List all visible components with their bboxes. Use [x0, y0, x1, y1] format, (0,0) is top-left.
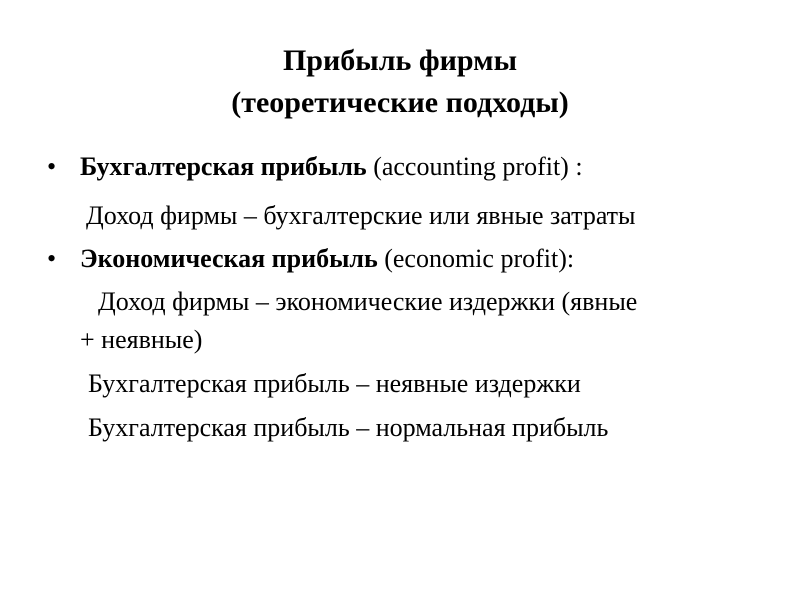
- title-line-1: Прибыль фирмы: [282, 44, 518, 77]
- definition-line-economic-2: + неявные): [80, 325, 203, 354]
- definition-line-normal: Бухгалтерская прибыль – нормальная прибыль: [88, 413, 609, 442]
- bullet-economic-profit: [80, 244, 574, 274]
- bullet-note: (economic profit):: [377, 244, 575, 273]
- bullet-marker-icon: •: [47, 152, 57, 181]
- slide-title: [0, 40, 800, 124]
- bullet-term: Экономическая прибыль: [80, 244, 378, 273]
- bullet-note: (accounting profit) :: [366, 152, 583, 181]
- definition-line-accounting: Доход фирмы – бухгалтерские или явные затраты: [86, 201, 636, 230]
- definition-line-implicit: Бухгалтерская прибыль – неявные издержки: [88, 369, 581, 398]
- bullet-marker-icon: •: [47, 244, 57, 273]
- title-line-2: (теоретические подходы): [231, 86, 569, 119]
- bullet-term: Бухгалтерская прибыль: [80, 152, 367, 181]
- bullet-accounting-profit: [80, 152, 583, 182]
- definition-line-economic-1: Доход фирмы – экономические издержки (явные: [98, 287, 638, 316]
